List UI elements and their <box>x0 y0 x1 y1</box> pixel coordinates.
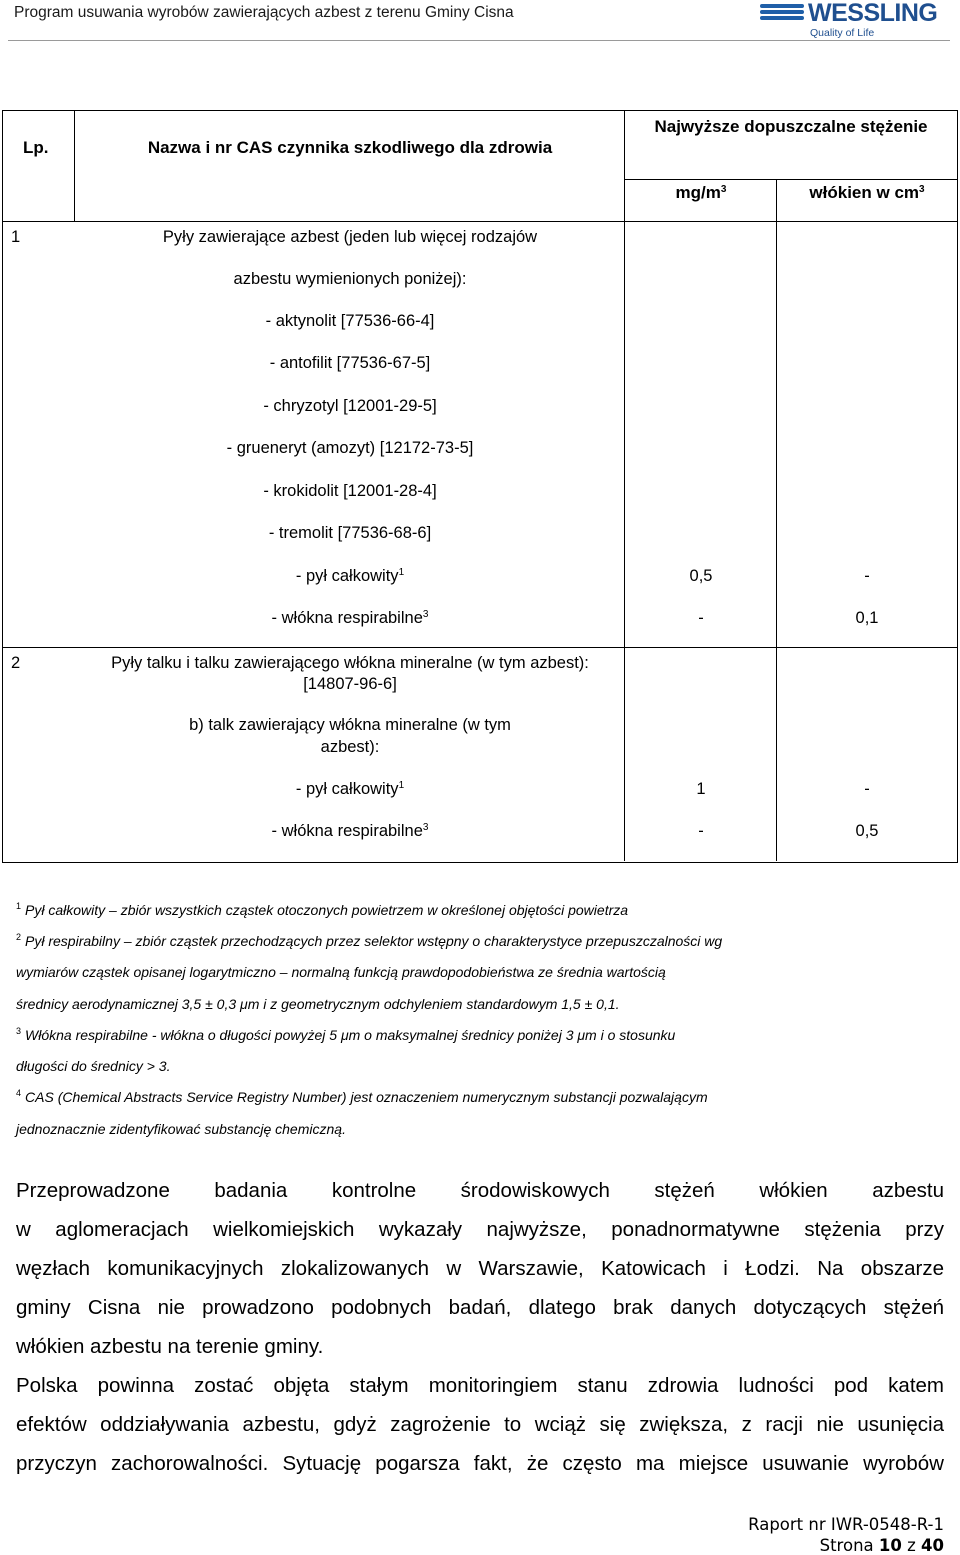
footnote-line: średnicy aerodynamicznej 3,5 ± 0,3 μm i z geometrycznym odchyleniem standardowym 1,5 ± 0,1. <box>16 996 620 1012</box>
row2-respirable-mg: - <box>698 822 704 840</box>
paragraph-line: w aglomeracjach wielkomiejskich wykazały najwyższe, ponadnormatywne stężenia przy <box>16 1218 944 1241</box>
row1-total-dust-mg: 0,5 <box>689 567 713 585</box>
header-title: Program usuwania wyrobów zawierających azbest z terenu Gminy Cisna <box>14 4 514 21</box>
footnote-line: $^3$ Włókna respirabilne - włókna o długości powyżej 5 μm o maksymalnej średnicy poniżej 3 μm i o stosunku <box>16 1026 676 1043</box>
row2-line: Pyły talku i talku zawierającego włókna mineralne (w tym azbest): <box>111 654 589 672</box>
paragraph-line: przyczyn zachorowalności. Sytuację pogarsza fakt, że często ma miejsce usuwanie wyrobów <box>16 1452 944 1475</box>
footnote-line: wymiarów cząstek opisanej logarytmiczno – normalną funkcją prawdopodobieństwa ze średnia wartością <box>16 964 666 980</box>
row1-line: - tremolit [77536-68-6] <box>268 524 432 542</box>
row2-line: b) talk zawierający włókna mineralne (w tym <box>189 716 511 734</box>
logo-tagline: Quality of Life <box>810 27 875 39</box>
page-header <box>0 0 960 44</box>
report-number: Raport nr IWR-0548-R-1 <box>748 1515 944 1534</box>
table-divider <box>776 179 777 861</box>
page-number: Strona 10 z 40 <box>819 1536 944 1555</box>
row1-total-dust-fibers: - <box>864 567 870 585</box>
row1-line: - chryzotyl [12001-29-5] <box>263 397 437 415</box>
footnote-line: jednoznacznie zidentyfikować substancję chemiczną. <box>16 1121 346 1137</box>
row1-line: azbestu wymienionych poniżej): <box>233 270 467 288</box>
row1-respirable-fibers: 0,1 <box>855 609 879 627</box>
table-divider <box>74 111 75 221</box>
header-name: Nazwa i nr CAS czynnika szkodliwego dla zdrowia <box>147 138 553 157</box>
paragraph-line: węzłach komunikacyjnych zlokalizowanych w Warszawie, Katowicach i Łodzi. Na obszarze <box>16 1257 944 1280</box>
row1-lp: 1 <box>11 228 21 246</box>
row1-line: - aktynolit [77536-66-4] <box>265 312 435 330</box>
row2-lp: 2 <box>11 654 21 672</box>
footnote-line: $^4$ CAS (Chemical Abstracts Service Registry Number) jest oznaczeniem numerycznym substancji pozwalającym <box>16 1088 708 1105</box>
paragraph-line: efektów oddziaływania azbestu, gdyż zagrożenie to wciąż się zwiększa, z racji nie usunięcia <box>16 1413 944 1436</box>
logo-name: WESSLING <box>808 0 938 27</box>
footnote-line: długości do średnicy > 3. <box>16 1058 171 1074</box>
row2-total-dust-label: - pył całkowity$^1$ <box>295 780 405 798</box>
row2-respirable-fibers: 0,5 <box>855 822 879 840</box>
row1-respirable-label: - włókna respirabilne$^3$ <box>271 609 429 627</box>
paragraph-line: gminy Cisna nie prowadzono podobnych badań, dlatego brak danych dotyczących stężeń <box>16 1296 944 1319</box>
header-fibers-cm3: włókien w $cm^3$ <box>809 183 925 202</box>
table-divider <box>3 647 957 648</box>
footnote-line: $^2$ Pył respirabilny – zbiór cząstek przechodzących przez selektor wstępny o charakterystyce przepuszczalności wg <box>16 932 723 949</box>
row1-line: - antofilit [77536-67-5] <box>269 354 431 372</box>
paragraph-line: Przeprowadzone badania kontrolne środowiskowych stężeń włókien azbestu <box>16 1179 944 1202</box>
header-mg-m3: $mg/m^3$ <box>675 183 727 202</box>
paragraph-line: włókien azbestu na terenie gminy. <box>16 1335 324 1358</box>
logo-mark-icon <box>760 4 804 26</box>
paragraph-line: Polska powinna zostać objęta stałym monitoringiem stanu zdrowia ludności pod katem <box>16 1374 944 1397</box>
header-lp: Lp. <box>23 138 49 157</box>
row2-total-dust-fibers: - <box>864 780 870 798</box>
header-divider <box>8 40 950 41</box>
row2-line: azbest): <box>320 738 380 756</box>
row2-respirable-label: - włókna respirabilne$^3$ <box>271 822 429 840</box>
wessling-logo <box>760 2 948 40</box>
row1-line: - krokidolit [12001-28-4] <box>263 482 437 500</box>
header-max-concentration: Najwyższe dopuszczalne stężenie <box>654 117 928 136</box>
table-divider <box>624 179 957 180</box>
exposure-limits-table <box>2 110 958 863</box>
row2-total-dust-mg: 1 <box>696 780 706 798</box>
row1-total-dust-label: - pył całkowity$^1$ <box>295 567 405 585</box>
table-divider <box>3 221 957 222</box>
row2-line: [14807-96-6] <box>303 675 397 693</box>
row1-line: Pyły zawierające azbest (jeden lub więcej rodzajów <box>162 228 538 246</box>
row1-line: - grueneryt (amozyt) [12172-73-5] <box>226 439 474 457</box>
row1-respirable-mg: - <box>698 609 704 627</box>
footnote-line: $^1$ Pył całkowity – zbiór wszystkich cząstek otoczonych powietrzem w określonej objętości powietrza <box>16 901 629 918</box>
